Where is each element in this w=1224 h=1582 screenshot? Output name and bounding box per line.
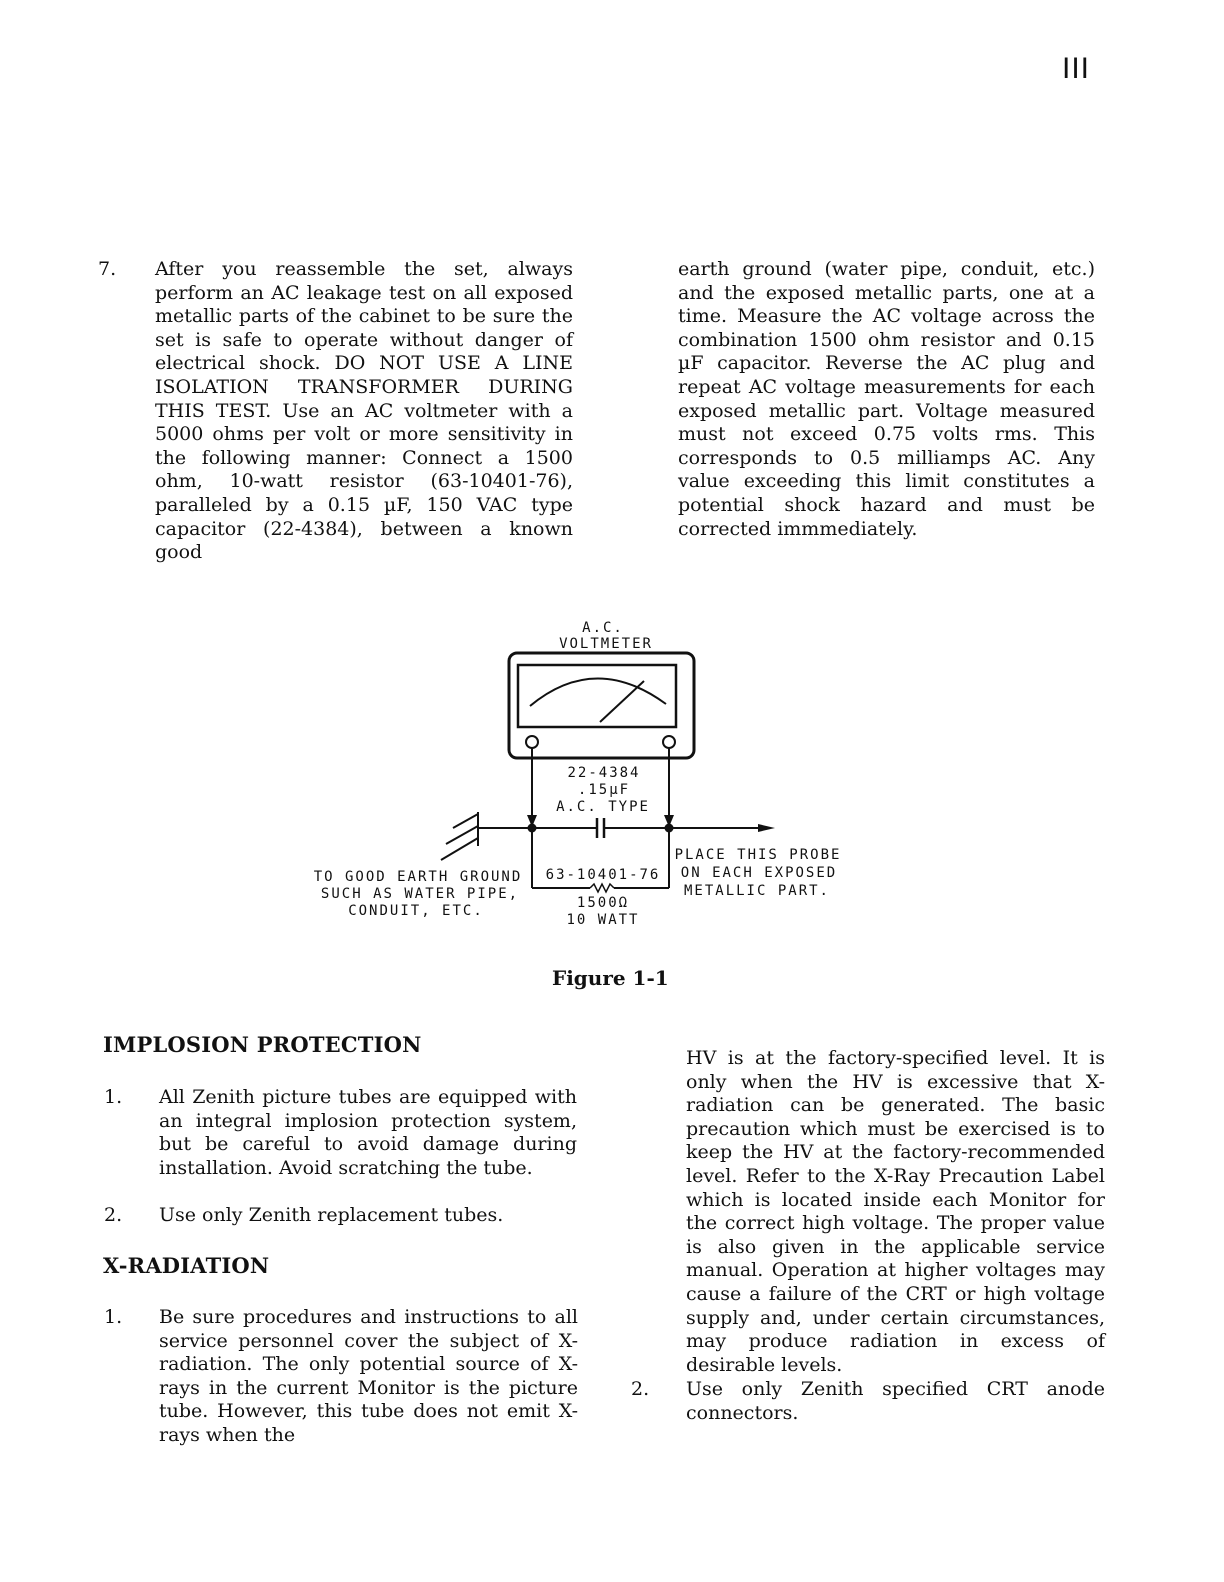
resistor-part-label: 63-10401-76 [545, 867, 661, 883]
resistor-watt-label: 10 WATT [566, 912, 640, 928]
resistor-value-label: 1500Ω [576, 895, 630, 911]
xradiation-heading: X-RADIATION [103, 1253, 270, 1278]
xradiation-item-number: 2. [631, 1378, 650, 1400]
probe-label-1: PLACE THIS PROBE [674, 847, 842, 863]
item-number-7: 7. [98, 258, 117, 280]
implosion-item-number: 1. [104, 1086, 123, 1108]
xradiation-item1-text: Be sure procedures and instructions to all service personnel cover the subject of X-radiation. The only potential source of X-rays in the current Monitor is the picture tube. However, this tube does not emit X-rays when the [159, 1306, 578, 1446]
probe-arrow-icon [669, 824, 775, 832]
implosion-item-number: 2. [104, 1204, 123, 1226]
capacitor-icon [532, 818, 669, 838]
xradiation-item1-continued: HV is at the factory-specified level. It is only when the HV is excessive that X-radiation can be generated. The basic precaution which must be exercised is to keep the HV at the factory-recommended level. Refer to the X-Ray Precaution Label which is located inside each Monitor for the correct high voltage. The proper value is also given in the applicable service manual. Operation at higher voltages may cause a failure of the CRT or high voltage supply and, under certain circumstances, may produce radiation in excess of desirable levels. [686, 1047, 1105, 1376]
capacitor-value-label: .15µF [577, 782, 631, 798]
implosion-item-text: Use only Zenith replacement tubes. [159, 1204, 504, 1226]
probe-label-2: ON EACH EXPOSED [680, 865, 838, 881]
implosion-heading: IMPLOSION PROTECTION [103, 1032, 422, 1057]
section7-right-paragraph: earth ground (water pipe, conduit, etc.) and the exposed metallic parts, one at a time. Measure the AC voltage across the combination 1500 ohm resistor and 0.15 µF capacitor. Reverse the AC plug and repeat AC voltage measurements for each exposed metallic part. Voltage measured must not exceed 0.75 volts rms. This corresponds to 0.5 milliamps AC. Any value exceeding this limit constitutes a potential shock hazard and must be corrected immmediately. [678, 258, 1095, 540]
voltmeter-icon [509, 653, 694, 758]
probe-label-3: METALLIC PART. [683, 883, 831, 899]
leakage-test-diagram [0, 600, 1224, 960]
ground-label-3: CONDUIT, ETC. [348, 903, 484, 919]
ground-label-2: SUCH AS WATER PIPE, [320, 886, 520, 902]
section7-left-paragraph: After you reassemble the set, always perform an AC leakage test on all exposed metallic parts of the cabinet to be sure the set is safe to operate without danger of electrical shock. DO NOT USE A LINE ISOLATION TRANSFORMER DURING THIS TEST. Use an AC voltmeter with a 5000 ohms per volt or more sensitivity in the following manner: Connect a 1500 ohm, 10-watt resistor (63-10401-76), paralleled by a 0.15 µF, 150 VAC type capacitor (22-4384), between a known good [155, 258, 573, 564]
meter-label-voltmeter: VOLTMETER [559, 636, 653, 652]
page-number: III [1062, 52, 1091, 85]
capacitor-part-label: 22-4384 [567, 765, 641, 781]
capacitor-type-label: A.C. TYPE [556, 799, 650, 815]
implosion-item-text: All Zenith picture tubes are equipped with an integral implosion protection system, but be careful to avoid damage during installation. Avoid scratching the tube. [159, 1086, 577, 1179]
xradiation-item2-text: Use only Zenith specified CRT anode connectors. [686, 1378, 1105, 1424]
meter-label-ac: A.C. [582, 620, 624, 636]
figure-caption: Figure 1-1 [552, 966, 669, 990]
ground-label-1: TO GOOD EARTH GROUND [313, 869, 523, 885]
earth-ground-icon [441, 812, 532, 860]
xradiation-item-number: 1. [104, 1306, 123, 1328]
